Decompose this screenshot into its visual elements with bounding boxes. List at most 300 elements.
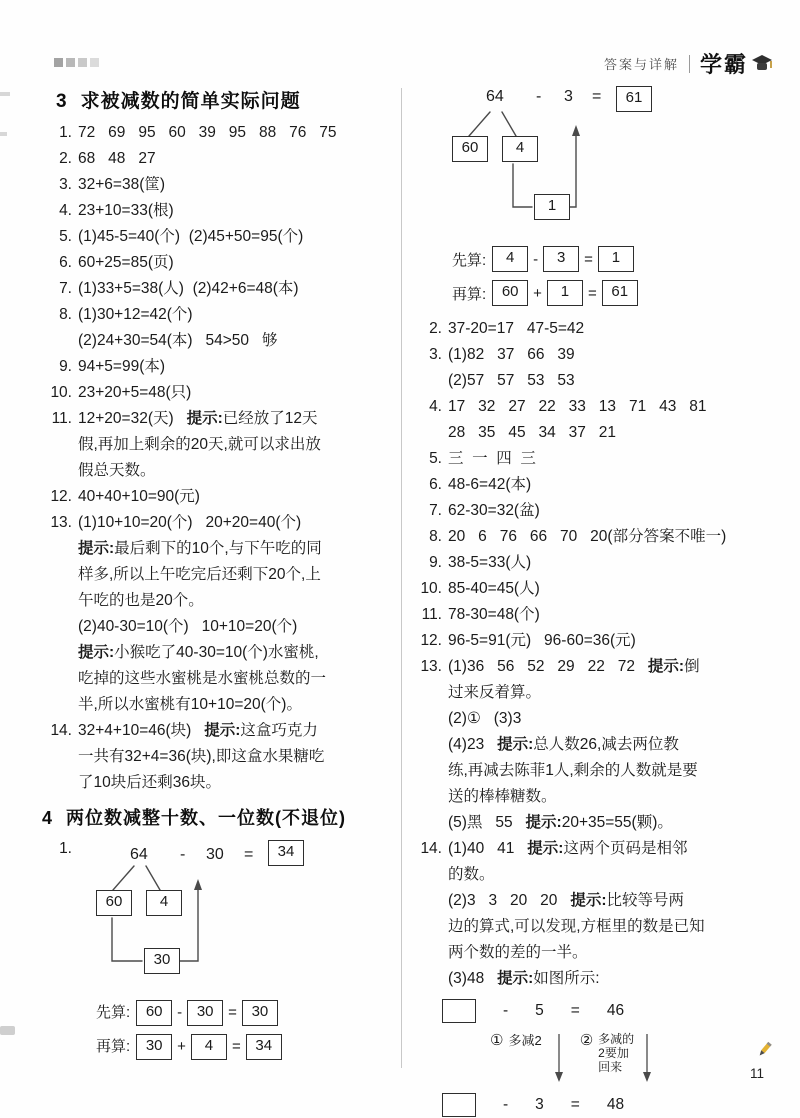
text-segment: (2)① (3)3	[448, 710, 522, 727]
step-2-marker: ②	[579, 1032, 594, 1049]
item-number: 3.	[429, 346, 442, 363]
item-body	[78, 172, 394, 198]
answer-line	[448, 836, 778, 862]
deco-square	[54, 58, 63, 67]
binding-mark	[0, 1026, 15, 1035]
number-bond-diagram	[436, 88, 756, 238]
operator: 48	[606, 1096, 625, 1113]
item-number: 14.	[420, 840, 442, 857]
step-1-label: 多减2	[508, 1033, 542, 1048]
item-body	[448, 316, 778, 342]
note-line: 回来	[598, 1060, 623, 1074]
answer-line	[78, 718, 394, 744]
bond-lines	[80, 842, 400, 992]
answer-line	[78, 666, 394, 692]
answer-line	[448, 862, 778, 888]
equation-top	[442, 998, 778, 1024]
text-segment: 提示:	[204, 722, 241, 739]
number-box: 1	[598, 246, 634, 272]
item-body	[448, 446, 778, 472]
text-segment: 提示:	[78, 644, 115, 661]
item-body	[448, 654, 778, 836]
answer-line	[448, 420, 778, 446]
answer-line	[78, 562, 394, 588]
item-number: 4.	[59, 202, 72, 219]
text-segment: (3)48	[448, 970, 498, 987]
text-segment: (1)45-5=40(个) (2)45+50=95(个)	[78, 228, 304, 245]
text-segment: 比较等号两	[606, 892, 685, 909]
deco-squares-icon	[54, 58, 99, 67]
operator: =	[584, 250, 593, 268]
text-segment: 一共有32+4=36(块),即这盒水果糖吃	[78, 748, 325, 765]
item-body	[78, 276, 394, 302]
text-segment: (1)40 41	[448, 840, 528, 857]
first-step-row	[452, 246, 778, 272]
bond-lines	[436, 88, 756, 238]
number-bond-diagram	[80, 842, 400, 992]
answer-line	[448, 316, 778, 342]
answer-line	[78, 614, 394, 640]
answer-line	[448, 810, 778, 836]
equals-sign: =	[244, 846, 254, 863]
item-number: 12.	[50, 488, 72, 505]
section-4-heading	[42, 804, 394, 830]
answer-line	[448, 394, 778, 420]
equation-bottom	[442, 1092, 778, 1118]
operator: -	[533, 250, 539, 268]
text-segment: (1)33+5=38(人) (2)42+6=48(本)	[78, 280, 299, 297]
number-box: 60	[136, 1000, 172, 1026]
number-box	[442, 1093, 476, 1117]
answers-label: 答案与详解	[603, 57, 679, 72]
item-number: 14.	[50, 722, 72, 739]
text-segment: (4)23	[448, 736, 498, 753]
text-segment: 过来反着算。	[448, 684, 542, 701]
note-line: 多减的	[598, 1032, 635, 1046]
section-title: 求被减数的简单实际问题	[80, 91, 301, 112]
text-segment: 提示:	[525, 814, 562, 831]
answer-line	[78, 120, 394, 146]
section-3-heading	[56, 86, 394, 113]
operator: =	[570, 1002, 580, 1019]
text-segment: (2)40-30=10(个) 10+10=20(个)	[78, 618, 298, 635]
text-segment: (2)3 3 20 20	[448, 892, 571, 909]
answer-item	[412, 654, 778, 836]
item-number: 9.	[59, 358, 72, 375]
text-segment: 总人数26,减去两位教	[533, 736, 679, 753]
operator: 3	[535, 1096, 544, 1113]
brand-title: 学霸	[699, 52, 748, 77]
page-header	[604, 48, 774, 79]
item-body	[78, 250, 394, 276]
answer-item	[412, 316, 778, 342]
partial-result-box: 30	[144, 948, 180, 974]
section-number: 3	[56, 91, 67, 112]
text-segment: 午吃的也是20个。	[78, 592, 204, 609]
text-segment: 37-20=17 47-5=42	[448, 320, 585, 337]
text-segment: 小猴吃了40-30=10(个)水蜜桃,	[114, 644, 319, 661]
answer-line	[78, 588, 394, 614]
minuend: 64	[130, 846, 148, 863]
answer-line	[78, 250, 394, 276]
text-segment: 已经放了12天	[222, 410, 318, 427]
second-step-row	[96, 1034, 394, 1060]
down-arrow-icon	[640, 1032, 654, 1084]
text-segment: 40+40+10=90(元)	[78, 488, 200, 505]
item-body	[78, 836, 394, 1060]
text-segment: 48-6=42(本)	[448, 476, 532, 493]
answer-line	[78, 406, 394, 432]
item-number: 10.	[50, 384, 72, 401]
down-arrow-icon	[552, 1032, 566, 1084]
item-number: 1.	[59, 124, 72, 141]
operator: =	[231, 1038, 241, 1055]
first-step-row	[96, 1000, 394, 1026]
item-body	[448, 836, 778, 992]
text-segment: 72 69 95 60 39 95 88 76 75	[78, 124, 337, 141]
answer-line	[448, 914, 778, 940]
text-segment: 32+6=38(筐)	[78, 176, 166, 193]
tens-box: 60	[96, 890, 132, 916]
text-segment: 倒	[684, 658, 700, 675]
text-segment: 23+20+5=48(只)	[78, 384, 192, 401]
item-body	[78, 484, 394, 510]
operator: +	[177, 1038, 186, 1055]
equals-sign: =	[592, 88, 602, 105]
item-number: 12.	[420, 632, 442, 649]
ones-box: 4	[146, 890, 182, 916]
answer-line	[78, 432, 394, 458]
text-segment: (2)24+30=54(本) 54>50 够	[78, 332, 278, 349]
item-body	[78, 302, 394, 354]
number-box: 4	[191, 1034, 227, 1060]
result-box: 34	[268, 840, 304, 866]
item-number: 7.	[59, 280, 72, 297]
text-segment: 78-30=48(个)	[448, 606, 540, 623]
answer-line	[448, 758, 778, 784]
number-box: 4	[492, 246, 528, 272]
answer-line	[78, 692, 394, 718]
number-box: 1	[547, 280, 583, 306]
number-box: 30	[242, 1000, 278, 1026]
first-step-equation	[492, 246, 634, 272]
item-body	[78, 510, 394, 718]
item-number: 8.	[429, 528, 442, 545]
answer-item	[412, 472, 778, 498]
item-body	[78, 146, 394, 172]
answer-item	[42, 302, 394, 354]
item-body	[448, 472, 778, 498]
item-body	[448, 394, 778, 446]
binding-mark	[0, 92, 10, 96]
item-number: 3.	[59, 176, 72, 193]
answer-line	[448, 550, 778, 576]
answer-line	[448, 368, 778, 394]
answer-line	[448, 602, 778, 628]
item-number: 11.	[421, 606, 442, 623]
number-box: 30	[136, 1034, 172, 1060]
text-segment: 如图所示:	[533, 970, 600, 987]
minuend: 64	[486, 88, 504, 105]
answer-line	[448, 654, 778, 680]
item-body	[448, 628, 778, 654]
answer-line	[78, 328, 394, 354]
text-segment: 提示:	[497, 970, 534, 987]
subtrahend: 30	[206, 846, 224, 863]
text-segment: 28 35 45 34 37 21	[448, 424, 617, 441]
answer-line	[78, 744, 394, 770]
minus-sign: -	[536, 88, 542, 105]
answer-line	[448, 498, 778, 524]
answer-item	[42, 718, 394, 796]
text-segment: 提示:	[78, 540, 115, 557]
text-segment: 20 6 76 66 70 20(部分答案不唯一)	[448, 528, 727, 545]
text-segment: 17 32 27 22 33 13 71 43 81	[448, 398, 707, 415]
item-body	[78, 198, 394, 224]
answer-line	[78, 354, 394, 380]
first-step-equation	[136, 1000, 278, 1026]
note-line: 2要加	[598, 1046, 629, 1060]
answer-line	[78, 536, 394, 562]
text-segment: 94+5=99(本)	[78, 358, 166, 375]
item-body	[448, 524, 778, 550]
number-box: 3	[543, 246, 579, 272]
operator: +	[533, 284, 542, 302]
answer-item	[412, 394, 778, 446]
tens-box: 60	[452, 136, 488, 162]
answer-line	[448, 706, 778, 732]
text-segment: 的数。	[448, 866, 495, 883]
text-segment: 样多,所以上午吃完后还剩下20个,上	[78, 566, 321, 583]
number-box: 34	[246, 1034, 282, 1060]
answer-line	[78, 380, 394, 406]
item-number: 13.	[420, 658, 442, 675]
answer-item	[412, 576, 778, 602]
answer-item	[412, 550, 778, 576]
deco-square	[90, 58, 99, 67]
answer-item	[42, 250, 394, 276]
deco-square	[78, 58, 87, 67]
box-equation-diagram	[442, 998, 778, 1118]
operator: -	[503, 1002, 509, 1019]
answer-line	[448, 940, 778, 966]
partial-result-box: 1	[534, 194, 570, 220]
answer-item	[412, 342, 778, 394]
answer-item	[42, 198, 394, 224]
answer-line	[78, 224, 394, 250]
text-segment: 12+20=32(天)	[78, 410, 187, 427]
answer-line	[78, 458, 394, 484]
operator: =	[228, 1004, 237, 1021]
text-segment: 提示:	[570, 892, 607, 909]
text-segment: 这盒巧克力	[240, 722, 318, 739]
text-segment: 提示:	[647, 658, 685, 675]
section-title: 两位数减整十数、一位数(不退位)	[66, 808, 347, 828]
answer-item	[42, 406, 394, 484]
answer-line	[448, 576, 778, 602]
subtrahend: 3	[564, 88, 573, 105]
operator: 5	[535, 1002, 544, 1019]
item-body	[448, 342, 778, 394]
answer-item	[42, 276, 394, 302]
item-number: 2.	[59, 150, 72, 167]
left-column	[42, 86, 394, 1060]
header-divider	[689, 55, 690, 73]
text-segment: 96-5=91(元) 96-60=36(元)	[448, 632, 636, 649]
second-step-row	[452, 280, 778, 306]
text-segment: 23+10=33(根)	[78, 202, 174, 219]
answer-line	[448, 966, 778, 992]
text-segment: 提示:	[186, 410, 223, 427]
text-segment: (1)36 56 52 29 22 72	[448, 658, 648, 675]
text-segment: 送的棒棒糖数。	[448, 788, 557, 805]
answer-item	[412, 498, 778, 524]
annotation-row	[490, 1032, 778, 1086]
first-step-label: 先算:	[452, 251, 487, 269]
section-4-answer-list	[412, 316, 778, 992]
second-step-equation	[136, 1034, 282, 1060]
item-body	[448, 602, 778, 628]
text-segment: 38-5=33(人)	[448, 554, 532, 571]
item-body	[78, 406, 394, 484]
number-box	[442, 999, 476, 1023]
column-divider	[401, 88, 402, 1068]
text-segment: 边的算式,可以发现,方框里的数是已知	[448, 918, 705, 935]
text-segment: 吃掉的这些水蜜桃是水蜜桃总数的一	[78, 670, 327, 687]
text-segment: (2)57 57 53 53	[448, 372, 575, 389]
text-segment: 两个数的差的一半。	[448, 944, 588, 961]
answer-line	[448, 680, 778, 706]
operator: -	[503, 1096, 509, 1113]
text-segment: 半,所以水蜜桃有10+10=20(个)。	[78, 696, 302, 713]
answer-item	[412, 836, 778, 992]
number-box: 30	[187, 1000, 223, 1026]
number-box: 61	[602, 280, 638, 306]
section-3-answer-list	[42, 120, 394, 796]
number-box: 60	[492, 280, 528, 306]
item-body	[448, 550, 778, 576]
text-segment: 提示:	[527, 840, 564, 857]
answer-line	[448, 472, 778, 498]
result-box: 61	[616, 86, 652, 112]
answer-item	[42, 146, 394, 172]
answer-item	[42, 172, 394, 198]
text-segment: 62-30=32(盆)	[448, 502, 540, 519]
text-segment: 85-40=45(人)	[448, 580, 540, 597]
text-segment: 20+35=55(颗)。	[561, 814, 673, 831]
text-segment: (1)82 37 66 39	[448, 346, 575, 363]
answer-item	[42, 380, 394, 406]
item-body	[448, 576, 778, 602]
answer-item	[42, 484, 394, 510]
answer-line	[78, 640, 394, 666]
item-number: 7.	[429, 502, 442, 519]
item-number: 4.	[429, 398, 442, 415]
answer-line	[78, 510, 394, 536]
item-number: 5.	[59, 228, 72, 245]
text-segment: 这两个页码是相邻	[563, 840, 688, 857]
answer-line	[448, 342, 778, 368]
answer-line	[448, 628, 778, 654]
answer-line	[448, 446, 778, 472]
text-segment: 32+4+10=46(块)	[78, 722, 205, 739]
item-number: 8.	[59, 306, 72, 323]
graduate-cap-icon	[750, 52, 774, 76]
answer-item	[412, 446, 778, 472]
answer-item	[412, 602, 778, 628]
answer-line	[448, 524, 778, 550]
minus-sign: -	[180, 846, 186, 863]
ones-box: 4	[502, 136, 538, 162]
item-number: 9.	[429, 554, 442, 571]
second-step-label: 再算:	[96, 1038, 131, 1055]
text-segment: (5)黑 55	[448, 814, 526, 831]
operator: -	[177, 1004, 183, 1021]
text-segment: 了10块后还剩36块。	[78, 774, 221, 791]
answer-line	[78, 198, 394, 224]
item-body	[78, 380, 394, 406]
deco-square	[66, 58, 75, 67]
operator: =	[570, 1096, 580, 1113]
text-segment: (1)10+10=20(个) 20+20=40(个)	[78, 514, 302, 531]
operator: 46	[606, 1002, 625, 1019]
answer-line	[78, 276, 394, 302]
text-segment: 假,再加上剩余的20天,就可以求出放	[78, 436, 321, 453]
text-segment: 假总天数。	[78, 462, 156, 479]
operator: =	[587, 284, 597, 302]
step-1-marker: ①	[490, 1032, 504, 1049]
answer-item	[42, 354, 394, 380]
text-segment: (1)30+12=42(个)	[78, 306, 193, 323]
answer-item	[412, 524, 778, 550]
answer-line	[448, 784, 778, 810]
item-body	[448, 498, 778, 524]
item-number: 1.	[59, 840, 72, 857]
answer-item	[42, 510, 394, 718]
answer-line	[78, 302, 394, 328]
answer-item	[42, 224, 394, 250]
answer-item	[42, 836, 394, 1060]
item-number: 13.	[50, 514, 72, 531]
item-number: 6.	[429, 476, 442, 493]
text-segment: 三 一 四 三	[448, 450, 536, 467]
answer-line	[78, 172, 394, 198]
second-step-label: 再算:	[452, 285, 487, 303]
item-number: 6.	[59, 254, 72, 271]
second-step-equation	[492, 280, 638, 306]
item-body	[78, 718, 394, 796]
item-number: 5.	[429, 450, 442, 467]
answer-line	[78, 146, 394, 172]
item-number: 10.	[420, 580, 442, 597]
item-number: 11.	[51, 410, 72, 427]
answer-item	[42, 120, 394, 146]
pencil-icon	[754, 1040, 774, 1060]
answer-line	[78, 484, 394, 510]
text-segment: 练,再减去陈菲1人,剩余的人数就是要	[448, 762, 698, 779]
section-number: 4	[42, 808, 53, 828]
text-segment: 最后剩下的10个,与下午吃的同	[114, 540, 322, 557]
item-body	[78, 120, 394, 146]
answer-item	[412, 628, 778, 654]
right-column	[412, 86, 778, 1118]
item-body	[78, 224, 394, 250]
first-step-label: 先算:	[96, 1004, 131, 1021]
binding-mark	[0, 132, 7, 136]
text-segment: 60+25=85(页)	[78, 254, 174, 271]
text-segment: 68 48 27	[78, 150, 156, 167]
step-2-label	[598, 1032, 634, 1074]
